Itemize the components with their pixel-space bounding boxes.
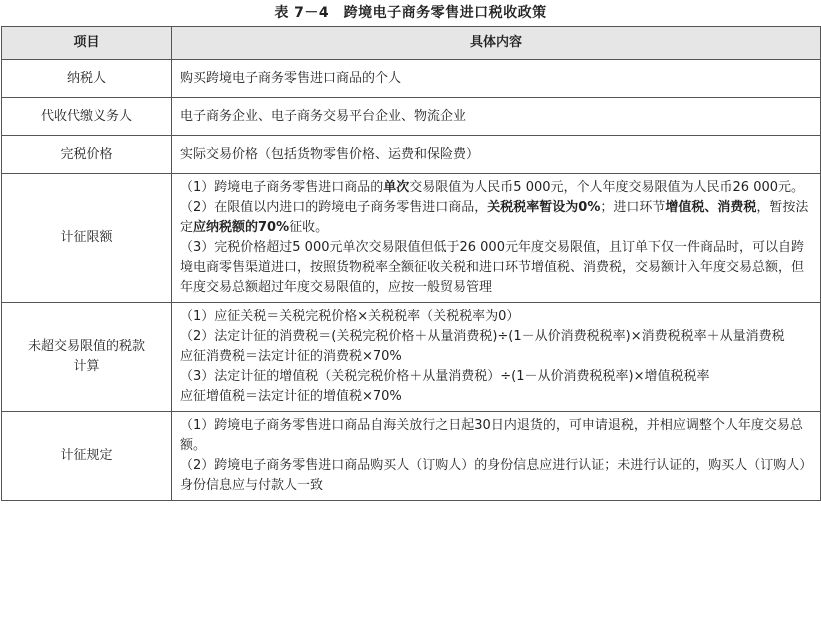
row-levy-limit [2, 174, 821, 303]
row-label: 纳税人 [2, 60, 172, 98]
row-label: 代收代缴义务人 [2, 98, 172, 136]
levy-limit-para-3: （3）完税价格超过5 000元单次交易限值但低于26 000元年度交易限值，且订单下仅一件商品时，可以自跨境电商零售渠道进口，按照货物税率全额征收关税和进口环节增值税、消费税，交易额计入年度交易总额，但年度交易总额超过年度交易限值的，应按一般贸易管理 [180, 240, 805, 295]
row-label: 计征限额 [2, 174, 172, 303]
tax-policy-table [1, 26, 821, 501]
row-label: 未超交易限值的税款计算 [2, 303, 172, 412]
levy-limit-para-2: （2）在限值以内进口的跨境电子商务零售进口商品，关税税率暂设为0%；进口环节增值税、消费税，暂按法定应纳税额的70%征收。 [180, 200, 809, 235]
row-content [172, 303, 821, 412]
row-label: 完税价格 [2, 136, 172, 174]
levy-limit-para-1: （1）跨境电子商务零售进口商品的单次交易限值为人民币5 000元，个人年度交易限值为人民币26 000元。 [180, 180, 805, 195]
calc-line: （3）法定计征的增值税（关税完税价格＋从量消费税）÷(1－从价消费税税率)×增值税税率 [180, 369, 710, 384]
row-levy-rules [2, 412, 821, 501]
row-taxpayer [2, 60, 821, 98]
row-label: 计征规定 [2, 412, 172, 501]
rule-line: （2）跨境电子商务零售进口商品购买人（订购人）的身份信息应进行认证；未进行认证的，购买人（订购人）身份信息应与付款人一致 [180, 458, 806, 493]
row-tax-calculation [2, 303, 821, 412]
row-content: 购买跨境电子商务零售进口商品的个人 [172, 60, 821, 98]
rule-line: （1）跨境电子商务零售进口商品自海关放行之日起30日内退货的，可申请退税，并相应调整个人年度交易总额。 [180, 418, 803, 453]
row-withholding-agent [2, 98, 821, 136]
calc-line: （2）法定计征的消费税＝(关税完税价格＋从量消费税)÷(1－从价消费税税率)×消费税税率＋从量消费税 [180, 329, 785, 344]
header-row [2, 27, 821, 60]
row-content [172, 174, 821, 303]
row-content [172, 412, 821, 501]
row-dutiable-price [2, 136, 821, 174]
calc-line: （1）应征关税＝关税完税价格×关税税率（关税税率为0） [180, 309, 520, 324]
row-content: 电子商务企业、电子商务交易平台企业、物流企业 [172, 98, 821, 136]
table-title: 表 7－4 跨境电子商务零售进口税收政策 [274, 5, 547, 21]
calc-line: 应征增值税＝法定计征的增值税×70% [180, 389, 402, 404]
header-item: 项目 [2, 27, 172, 60]
row-content: 实际交易价格（包括货物零售价格、运费和保险费） [172, 136, 821, 174]
calc-line: 应征消费税＝法定计征的消费税×70% [180, 349, 402, 364]
header-content: 具体内容 [172, 27, 821, 60]
